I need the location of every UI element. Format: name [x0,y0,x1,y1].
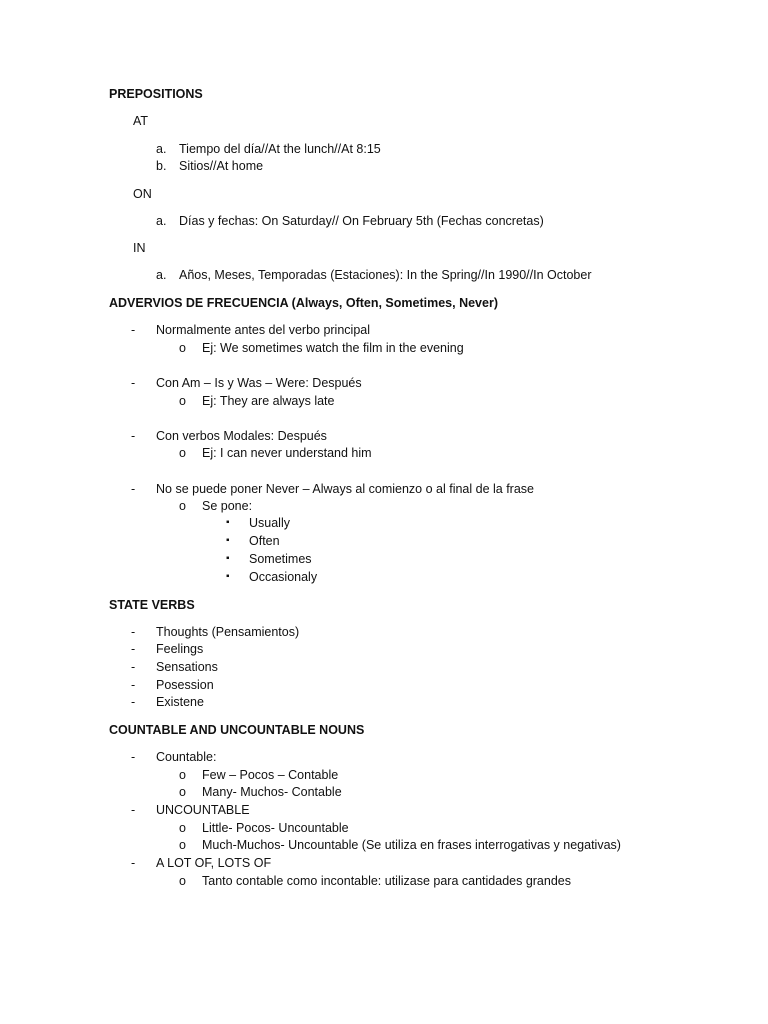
dash-marker: - [131,750,136,764]
list-item: UNCOUNTABLE [156,803,250,817]
circle-marker: o [179,821,186,835]
dash-marker: - [131,803,136,817]
dash-marker: - [131,642,136,656]
list-marker: a. [156,214,167,228]
list-item: No se puede poner Never – Always al comienzo o al final de la frase [156,482,534,496]
list-item: Usually [249,516,290,530]
dash-marker: - [131,482,136,496]
square-bullet-marker: ▪ [226,571,230,582]
dash-marker: - [131,625,136,639]
list-item: Many- Muchos- Contable [202,785,342,799]
circle-marker: o [179,499,186,513]
dash-marker: - [131,678,136,692]
list-item: Countable: [156,750,217,764]
circle-marker: o [179,768,186,782]
list-item: Sometimes [249,552,312,566]
square-bullet-marker: ▪ [226,517,230,528]
dash-marker: - [131,856,136,870]
circle-marker: o [179,394,186,408]
list-item: Much-Muchos- Uncountable (Se utiliza en frases interrogativas y negativas) [202,838,621,852]
section-heading-state-verbs: STATE VERBS [109,598,195,612]
list-item: Ej: I can never understand him [202,446,372,460]
circle-marker: o [179,785,186,799]
dash-marker: - [131,323,136,337]
section-heading-prepositions: PREPOSITIONS [109,87,203,101]
subheading-at: AT [133,114,149,128]
list-item: Se pone: [202,499,253,513]
circle-marker: o [179,838,186,852]
list-item: Tiempo del día//At the lunch//At 8:15 [179,142,381,156]
list-item: Occasionaly [249,570,318,584]
list-item: Little- Pocos- Uncountable [202,821,349,835]
list-item: Often [249,534,280,548]
list-item: A LOT OF, LOTS OF [156,856,272,870]
list-item: Con verbos Modales: Después [156,429,327,443]
list-item: Sensations [156,660,218,674]
square-bullet-marker: ▪ [226,535,230,546]
dash-marker: - [131,695,136,709]
list-item: Posession [156,678,214,692]
list-item: Tanto contable como incontable: utilizase para cantidades grandes [202,874,571,888]
square-bullet-marker: ▪ [226,553,230,564]
list-item: Ej: We sometimes watch the film in the evening [202,341,464,355]
circle-marker: o [179,874,186,888]
list-marker: b. [156,159,167,173]
list-item: Con Am – Is y Was – Were: Después [156,376,362,390]
list-item: Existene [156,695,204,709]
subheading-on: ON [133,187,152,201]
list-item: Feelings [156,642,204,656]
list-item: Thoughts (Pensamientos) [156,625,300,639]
circle-marker: o [179,341,186,355]
list-item: Few – Pocos – Contable [202,768,339,782]
dash-marker: - [131,376,136,390]
section-heading-nouns: COUNTABLE AND UNCOUNTABLE NOUNS [109,723,365,737]
list-item: Sitios//At home [179,159,264,173]
subheading-in: IN [133,241,146,255]
dash-marker: - [131,429,136,443]
list-marker: a. [156,268,167,282]
circle-marker: o [179,446,186,460]
list-item: Días y fechas: On Saturday// On February 5th (Fechas concretas) [179,214,544,228]
list-item: Normalmente antes del verbo principal [156,323,370,337]
section-heading-adverbs: ADVERVIOS DE FRECUENCIA (Always, Often, Sometimes, Never) [109,296,498,310]
list-item: Ej: They are always late [202,394,335,408]
list-marker: a. [156,142,167,156]
list-item: Años, Meses, Temporadas (Estaciones): In the Spring//In 1990//In October [179,268,592,282]
dash-marker: - [131,660,136,674]
